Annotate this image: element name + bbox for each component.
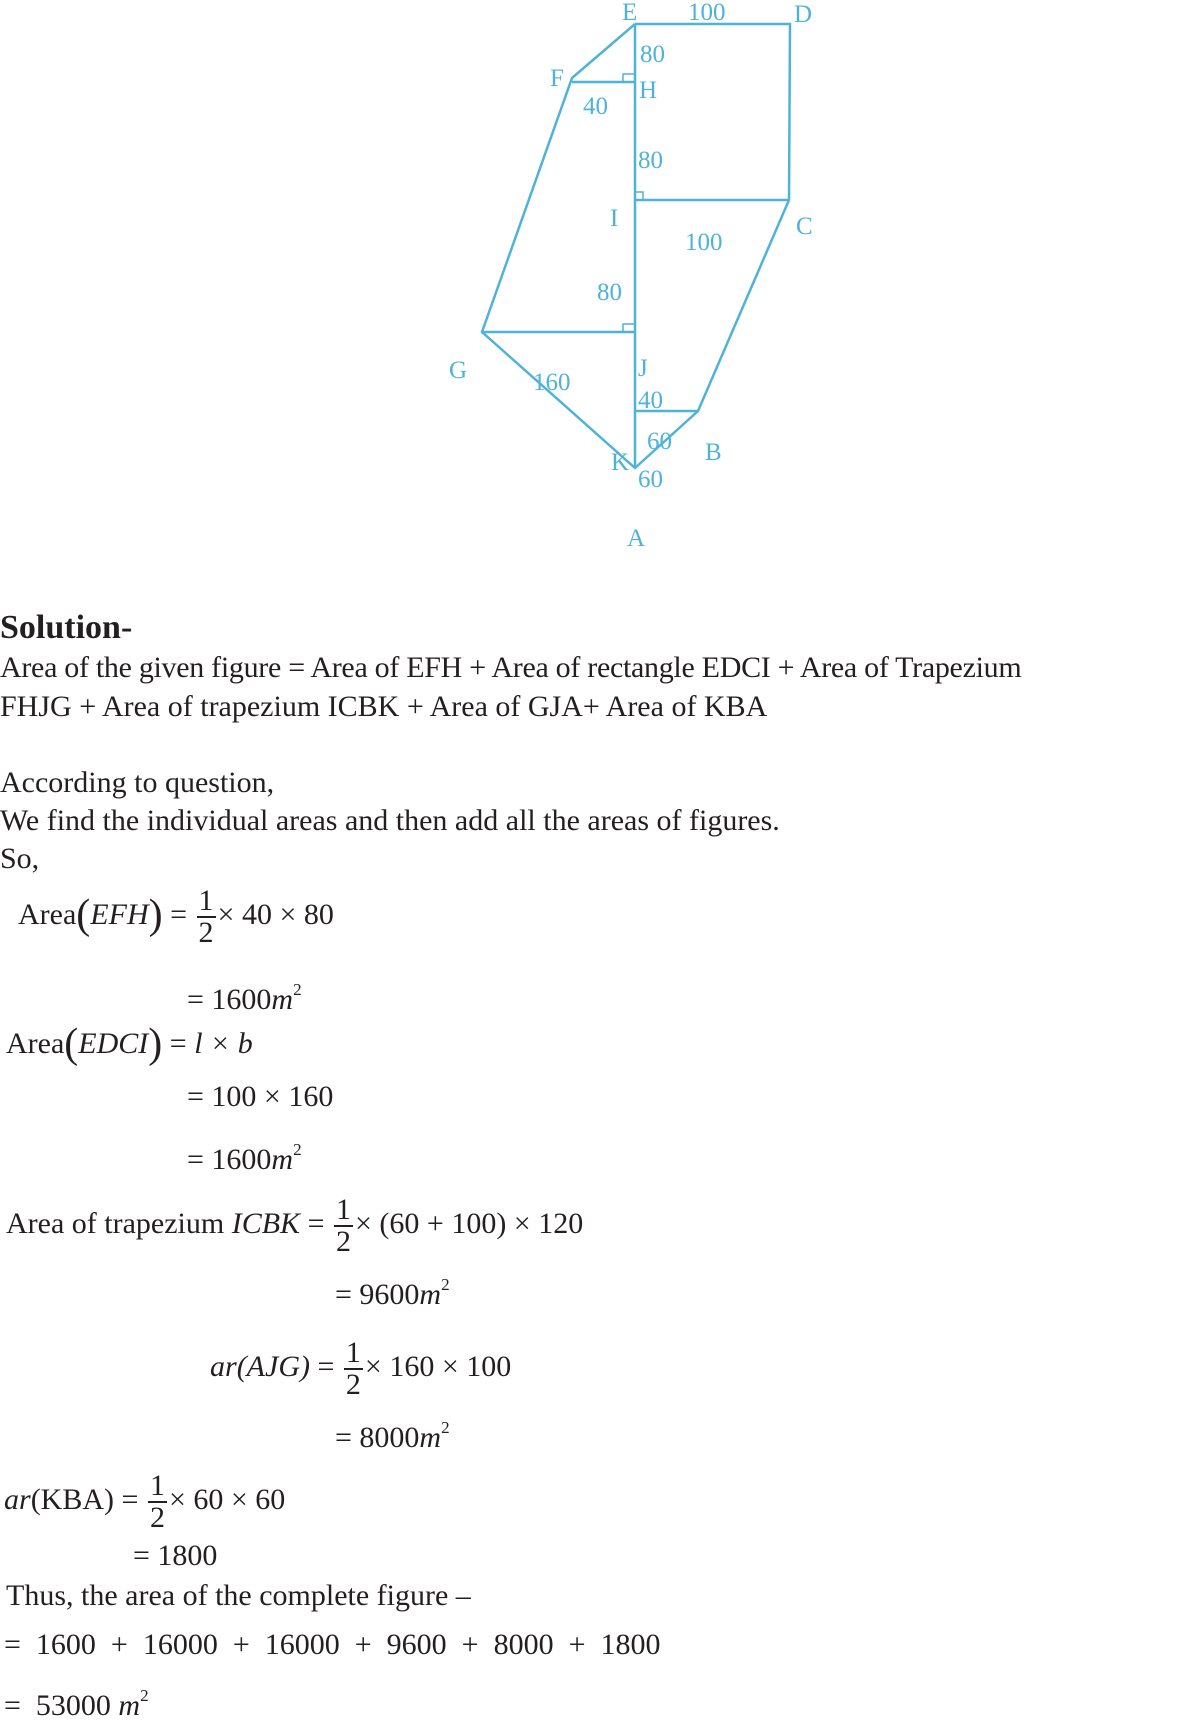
total-sum: = 1600 + 16000 + 16000 + 9600 + 8000 + 1800 <box>4 1628 661 1661</box>
label-kb: 60 <box>647 428 672 455</box>
vertex-d: D <box>794 1 813 28</box>
eq-name: EFH <box>90 897 149 931</box>
fraction: $\frac{1}{2}$ <box>345 1336 361 1401</box>
vertex-g: G <box>449 357 468 384</box>
land-figure-diagram <box>0 0 1178 560</box>
fraction: $\frac{1}{2}$ <box>198 884 214 949</box>
vertex-k: K <box>611 449 630 476</box>
eq-ajg-result: = $8000m^2$ <box>335 1418 450 1454</box>
eq-ajg: ar(AJG) = $\frac{1}{2}$ × 160 × 100 <box>210 1336 512 1401</box>
label-fh: 40 <box>583 93 608 120</box>
vertex-f: F <box>550 65 564 92</box>
vertex-c: C <box>796 213 813 240</box>
total-result: = 53000 $m^2$ <box>4 1686 149 1722</box>
eq-efh: Area(EFH) = $\frac{1}{2}$ × 40 × 80 <box>18 884 334 949</box>
label-ij: 80 <box>597 279 622 306</box>
vertex-j: J <box>638 355 648 382</box>
vertex-e: E <box>622 0 638 26</box>
eq-kba: ar(KBA) = $\frac{1}{2}$ × 60 × 60 <box>4 1469 286 1534</box>
figure-edges <box>482 24 790 468</box>
label-eh: 80 <box>640 41 665 68</box>
eq-icbk-result: = $9600m^2$ <box>335 1275 450 1311</box>
vertex-a: A <box>627 525 646 552</box>
eq-kba-result: = 1800 <box>133 1539 218 1572</box>
eq-rest: × 40 × 80 <box>217 897 334 931</box>
vertex-b: B <box>705 439 722 466</box>
fraction: $\frac{1}{2}$ <box>149 1469 165 1534</box>
label-ic: 100 <box>685 229 723 256</box>
eq-edci: Area(EDCI) = l × b <box>6 1021 253 1067</box>
label-gj: 160 <box>533 369 571 396</box>
intro-line-4: We find the individual areas and then add all the areas of figures. <box>0 804 780 837</box>
eq-icbk: Area of trapezium ICBK = $\frac{1}{2}$ × (60 + 100) × 120 <box>6 1193 584 1258</box>
eq-efh-result: = $1600m^2$ <box>187 980 302 1016</box>
intro-line-5: So, <box>0 842 40 875</box>
vertex-i: I <box>610 205 619 232</box>
solution-heading: Solution- <box>0 609 133 646</box>
label-ka: 60 <box>638 466 663 493</box>
label-hi: 80 <box>638 147 663 174</box>
intro-line-2: FHJG + Area of trapezium ICBK + Area of GJA+ Area of KBA <box>0 690 768 723</box>
intro-line-1: Area of the given figure = Area of EFH + Area of rectangle EDCI + Area of Trapezium <box>0 651 1022 684</box>
eq-label: Area <box>18 897 77 931</box>
total-intro: Thus, the area of the complete figure – <box>6 1579 471 1612</box>
fraction: $\frac{1}{2}$ <box>335 1193 351 1258</box>
label-jk: 40 <box>638 387 663 414</box>
eq-edci-result: = $1600m^2$ <box>187 1140 302 1176</box>
intro-line-3: According to question, <box>0 766 275 799</box>
label-ed: 100 <box>688 0 726 26</box>
eq-edci-step: = 100 × 160 <box>187 1080 334 1113</box>
vertex-h: H <box>639 77 658 104</box>
